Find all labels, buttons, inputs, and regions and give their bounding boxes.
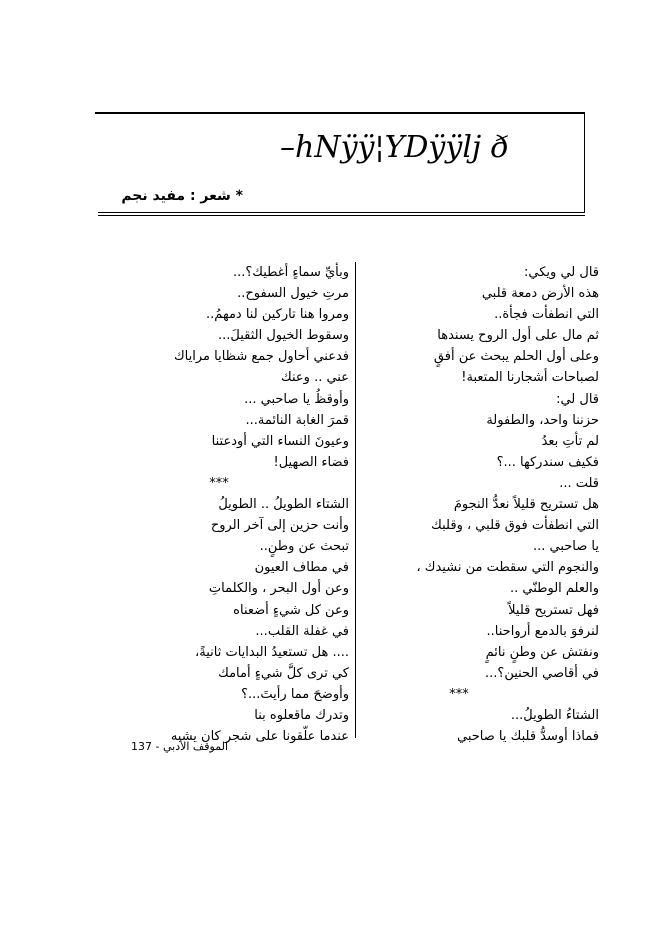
verse-line: فدعني أحاول جمع شظايا مراياك bbox=[173, 349, 349, 365]
verse-line: وسقوط الخيول الثقيلَ... bbox=[217, 328, 349, 344]
page-folio: الموقف الأدبي - 137 bbox=[131, 740, 229, 753]
verse-line: ونفتش عن وطنٍ نائمٍ bbox=[485, 644, 599, 660]
verse-line: .... هل تستعيدُ البدايات ثانيةً، bbox=[195, 644, 349, 660]
verse-line: فضاء الصهيل! bbox=[273, 454, 349, 470]
verse-line: ومروا هنا تاركين لنا دمهمُ.. bbox=[206, 307, 349, 323]
verse-line: تبحث عن وطنٍ.. bbox=[259, 539, 349, 555]
verse-line: لصباحات أشجارنا المتعبة! bbox=[461, 370, 599, 386]
verse-line: حزننا واحد، والطفولة bbox=[486, 412, 599, 428]
verse-line: والعلم الوطنّي .. bbox=[509, 581, 599, 597]
verse-line: وأوقظُ يا صاحبي ... bbox=[244, 391, 349, 407]
title-frame-bottom-rule-inner bbox=[98, 215, 585, 216]
verse-line: في مطاف العيون bbox=[254, 560, 349, 576]
verse-line: لنرفوَ بالدمع أرواحنا.. bbox=[486, 623, 599, 639]
verse-line: هل تستريح قليلاً نعدُّ النجومَ bbox=[453, 497, 599, 513]
verse-line: في أقاصي الحنين؟... bbox=[485, 665, 599, 681]
verse-line: فكيف سندركها ...؟ bbox=[496, 454, 599, 470]
verse-line: قمرَ الغابة النائمة... bbox=[245, 412, 349, 428]
title-frame-bottom-rule bbox=[98, 212, 585, 213]
verse-line: مرتِ خيول السفوح.. bbox=[237, 286, 349, 302]
verse-line: لم تأتِ بعدُ bbox=[541, 433, 599, 449]
title-frame-right-rule bbox=[584, 112, 585, 212]
verse-line: فهل تستريح قليلاً bbox=[508, 602, 599, 618]
verse-line: في غفلة القلب... bbox=[255, 623, 349, 639]
verse-line: عني .. وعنك bbox=[281, 370, 349, 386]
verse-line: ثم مال على أول الروح يسندها bbox=[437, 328, 599, 344]
verse-line: قال لي ويكي: bbox=[524, 265, 599, 280]
verse-line: الشتاءُ الطويلُ... bbox=[510, 707, 599, 723]
column-divider bbox=[355, 262, 356, 738]
verse-line: وعلى أول الحلم يبحث عن أفقٍ bbox=[433, 349, 599, 365]
verse-line: هذه الأرض دمعة قلبي bbox=[481, 286, 599, 302]
verse-line: والنجوم التي سقطت من نشيدك ، bbox=[416, 560, 599, 576]
verse-line: الشتاء الطويلُ .. الطويلُ bbox=[218, 497, 349, 513]
poem-author: * شعر : مفيد نجم bbox=[121, 188, 243, 204]
verse-line: التي انطفأت فوق قلبي ، وقلبك bbox=[431, 518, 599, 534]
verse-line: قلت ... bbox=[559, 475, 599, 491]
title-frame-top-rule bbox=[95, 112, 585, 114]
verse-line: وعن كل شيءٍ أضعناه bbox=[233, 602, 349, 618]
section-separator: *** bbox=[209, 475, 229, 491]
verse-line: التي انطفأت فجأة.. bbox=[494, 307, 599, 323]
verse-line: يا صاحبي ... bbox=[532, 539, 599, 555]
verse-line: وعيونَ النساء التي أودعتنا bbox=[211, 433, 349, 449]
poem-column-left bbox=[89, 262, 349, 747]
verse-line: وعن أول البحر ، والكلماتِ bbox=[208, 581, 349, 597]
verse-line: وبأيِّ سماءٍ أغطيك؟... bbox=[232, 265, 349, 280]
verse-line: عندما علّقونا على شجر كان يشبه bbox=[170, 729, 349, 745]
verse-line: فماذا أوسدُّ قلبك يا صاحبي bbox=[457, 729, 599, 745]
verse-line: وأوضحَ مما رأيتَ...؟ bbox=[241, 686, 349, 702]
verse-line: وأنت حزين إلى آخر الروح bbox=[210, 518, 349, 534]
verse-line: قال لي: bbox=[556, 391, 599, 407]
section-separator: *** bbox=[449, 686, 469, 702]
verse-line: وتدرك ماقعلوه بنا bbox=[254, 707, 349, 723]
poem-title: –hNÿÿ¦YDÿÿlj ð bbox=[280, 130, 509, 165]
poem-column-right bbox=[319, 262, 599, 747]
verse-line: كي ترى كلَّ شيءٍ أمامك bbox=[218, 665, 349, 681]
